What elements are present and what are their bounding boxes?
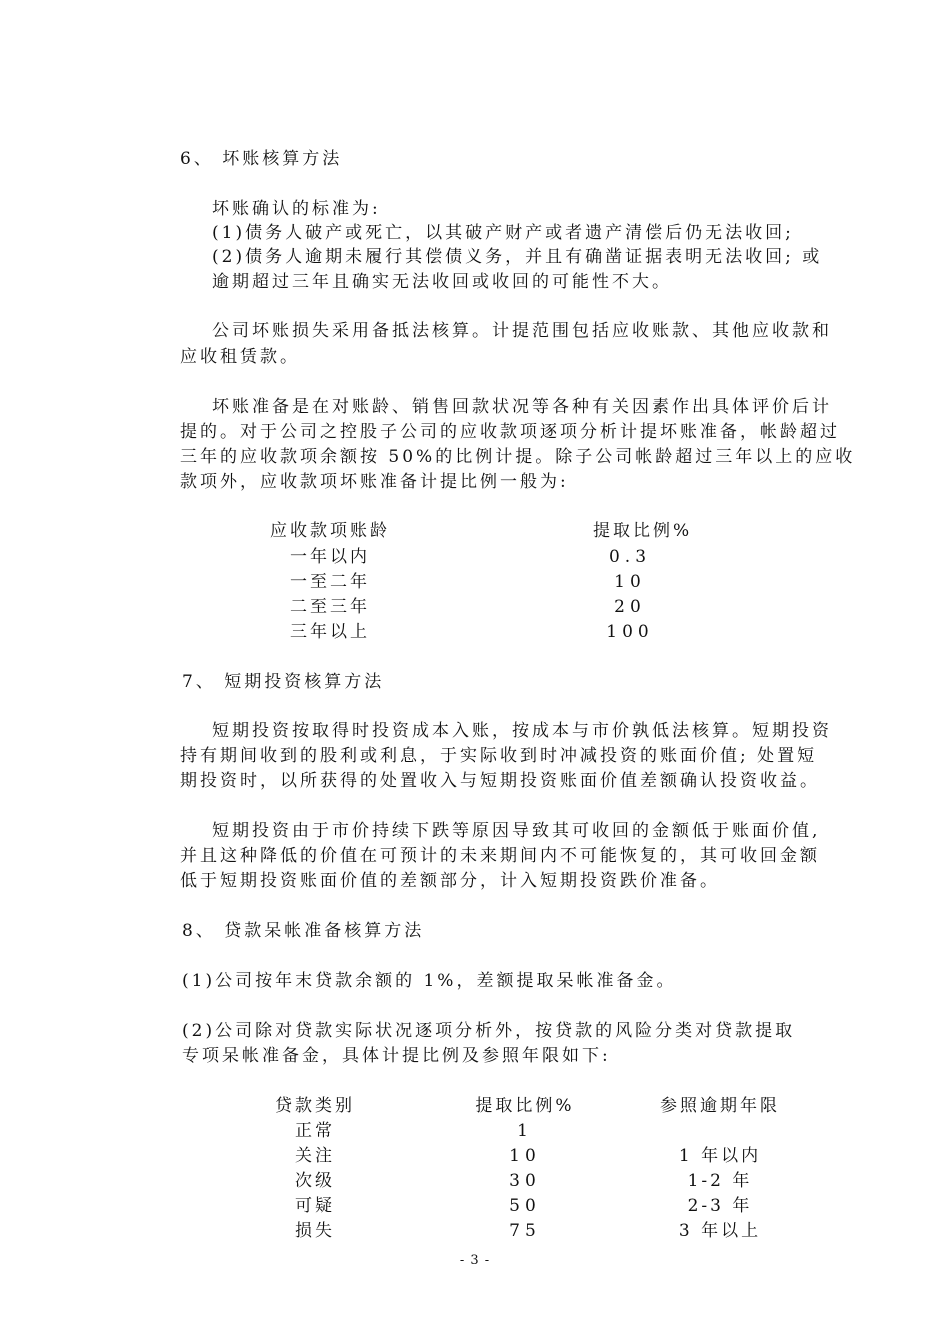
short-investment-line1: 短期投资按取得时投资成本入账，按成本与市价孰低法核算。短期投资 [212, 721, 832, 741]
table-cell: 0.3 [608, 547, 652, 567]
section-8-heading: 8、 贷款呆帐准备核算方法 [182, 921, 425, 941]
table-cell: 正常 [295, 1121, 335, 1141]
table-cell: 75 [509, 1221, 541, 1241]
table-cell: 1 年以内 [678, 1146, 762, 1166]
section-6-heading: 6、 坏账核算方法 [180, 149, 343, 169]
allowance-basis-line2: 提的。对于公司之控股子公司的应收款项逐项分析计提坏账准备，帐龄超过 [180, 422, 840, 442]
allowance-method-line1: 公司坏账损失采用备抵法核算。计提范围包括应收账款、其他应收款和 [212, 321, 832, 341]
table-cell: 三年以上 [290, 622, 370, 642]
criteria-intro: 坏账确认的标准为: [212, 199, 381, 219]
allowance-basis-line4: 款项外，应收款项坏账准备计提比例一般为: [180, 472, 569, 492]
table-header: 提取比例% [593, 521, 693, 541]
short-investment-line3: 期投资时，以所获得的处置收入与短期投资账面价值差额确认投资收益。 [180, 771, 820, 791]
table-cell: 1 [517, 1121, 533, 1141]
loan-provision-item-2: (2)公司除对贷款实际状况逐项分析外，按贷款的风险分类对贷款提取 [182, 1021, 796, 1041]
page-number: - 3 - [459, 1253, 491, 1268]
table-cell: 10 [509, 1146, 541, 1166]
table-cell: 可疑 [295, 1196, 335, 1216]
loan-provision-item-2-cont: 专项呆帐准备金，具体计提比例及参照年限如下: [182, 1046, 611, 1066]
impairment-line1: 短期投资由于市价持续下跌等原因导致其可收回的金额低于账面价值, [212, 821, 821, 841]
loan-provision-item-1: (1)公司按年末贷款余额的 1%，差额提取呆帐准备金。 [182, 971, 677, 991]
criteria-item-2-cont: 逾期超过三年且确实无法收回或收回的可能性不大。 [212, 272, 672, 292]
allowance-basis-line1: 坏账准备是在对账龄、销售回款状况等各种有关因素作出具体评价后计 [212, 397, 832, 417]
criteria-item-2: (2)债务人逾期未履行其偿债义务，并且有确凿证据表明无法收回; 或 [212, 247, 823, 267]
table-cell: 10 [614, 572, 646, 592]
table-cell: 3 年以上 [678, 1221, 762, 1241]
criteria-item-1: (1)债务人破产或死亡，以其破产财产或者遗产清偿后仍无法收回; [212, 223, 794, 243]
table-cell: 次级 [295, 1171, 335, 1191]
table-cell: 1-2 年 [687, 1171, 753, 1191]
table-cell: 一年以内 [290, 547, 370, 567]
table-cell: 20 [614, 597, 646, 617]
table-cell: 100 [606, 622, 654, 642]
table-header: 参照逾期年限 [660, 1096, 780, 1116]
section-7-heading: 7、 短期投资核算方法 [182, 672, 385, 692]
impairment-line2: 并且这种降低的价值在可预计的未来期间内不可能恢复的，其可收回金额 [180, 846, 820, 866]
table-cell: 二至三年 [290, 597, 370, 617]
allowance-method-line2: 应收租赁款。 [180, 347, 300, 367]
table-header: 贷款类别 [275, 1096, 355, 1116]
short-investment-line2: 持有期间收到的股利或利息，于实际收到时冲减投资的账面价值; 处置短 [180, 746, 818, 766]
table-header: 应收款项账龄 [270, 521, 390, 541]
table-cell: 关注 [295, 1146, 335, 1166]
impairment-line3: 低于短期投资账面价值的差额部分，计入短期投资跌价准备。 [180, 871, 720, 891]
table-cell: 损失 [295, 1221, 335, 1241]
table-cell: 50 [509, 1196, 541, 1216]
table-header: 提取比例% [475, 1096, 575, 1116]
table-cell: 2-3 年 [687, 1196, 753, 1216]
table-cell: 30 [509, 1171, 541, 1191]
allowance-basis-line3: 三年的应收款项余额按 50%的比例计提。除子公司帐龄超过三年以上的应收 [180, 447, 856, 467]
table-cell: 一至二年 [290, 572, 370, 592]
